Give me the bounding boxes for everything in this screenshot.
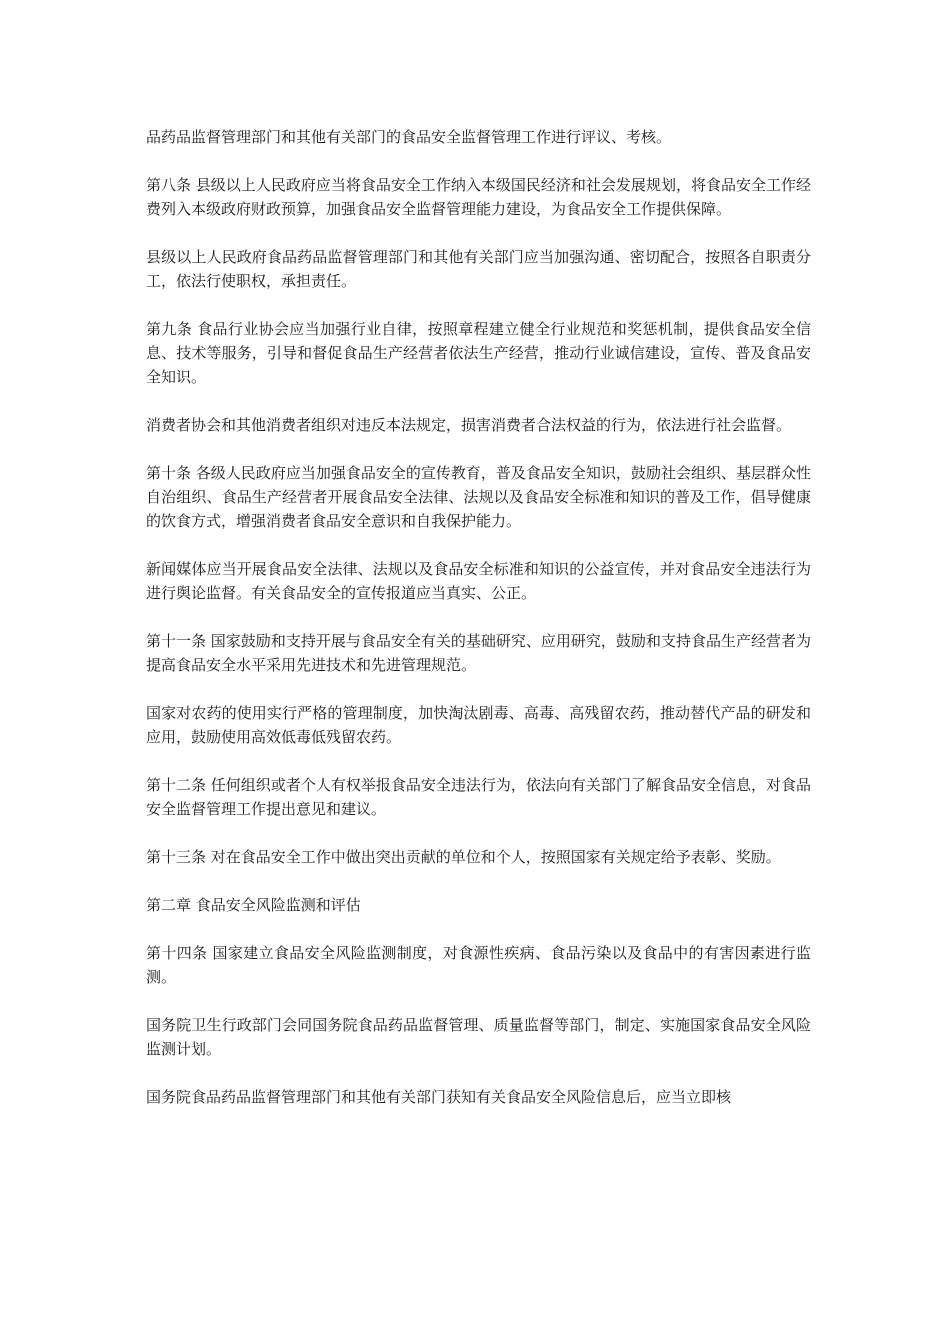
paragraph-article-14: 第十四条 国家建立食品安全风险监测制度，对食源性疾病、食品污染以及食品中的有害因素进行监测。 <box>146 944 811 986</box>
paragraph-article-8: 第八条 县级以上人民政府应当将食品安全工作纳入本级国民经济和社会发展规划，将食品安全工作经费列入本级政府财政预算，加强食品安全监督管理能力建设，为食品安全工作提供保障。 <box>146 176 811 218</box>
paragraph-article-12: 第十二条 任何组织或者个人有权举报食品安全违法行为，依法向有关部门了解食品安全信息，对食品安全监督管理工作提出意见和建议。 <box>146 776 811 818</box>
document-body <box>146 125 811 1133</box>
paragraph-article-13: 第十三条 对在食品安全工作中做出突出贡献的单位和个人，按照国家有关规定给予表彰、奖励。 <box>146 848 781 866</box>
paragraph-article-14-plan: 国务院卫生行政部门会同国务院食品药品监督管理、质量监督等部门，制定、实施国家食品安全风险监测计划。 <box>146 1016 811 1058</box>
paragraph-article-11-pesticides: 国家对农药的使用实行严格的管理制度，加快淘汰剧毒、高毒、高残留农药，推动替代产品的研发和应用，鼓励使用高效低毒低残留农药。 <box>146 704 811 746</box>
paragraph-article-10-media: 新闻媒体应当开展食品安全法律、法规以及食品安全标准和知识的公益宣传，并对食品安全违法行为进行舆论监督。有关食品安全的宣传报道应当真实、公正。 <box>146 560 811 602</box>
paragraph-article-8-coordination: 县级以上人民政府食品药品监督管理部门和其他有关部门应当加强沟通、密切配合，按照各自职责分工，依法行使职权，承担责任。 <box>146 248 811 290</box>
paragraph-evaluation: 品药品监督管理部门和其他有关部门的食品安全监督管理工作进行评议、考核。 <box>146 128 672 146</box>
chapter-heading: 第二章 食品安全风险监测和评估 <box>146 896 361 914</box>
paragraph-article-9: 第九条 食品行业协会应当加强行业自律，按照章程建立健全行业规范和奖惩机制，提供食品安全信息、技术等服务，引导和督促食品生产经营者依法生产经营，推动行业诚信建设，宣传、普及食品安全知识。 <box>146 320 811 386</box>
paragraph-article-11: 第十一条 国家鼓励和支持开展与食品安全有关的基础研究、应用研究，鼓励和支持食品生产经营者为提高食品安全水平采用先进技术和先进管理规范。 <box>146 632 811 674</box>
paragraph-article-10: 第十条 各级人民政府应当加强食品安全的宣传教育，普及食品安全知识，鼓励社会组织、基层群众性自治组织、食品生产经营者开展食品安全法律、法规以及食品安全标准和知识的普及工作，倡导健康的饮食方式，增强消费者食品安全意识和自我保护能力。 <box>146 464 811 530</box>
paragraph-article-14-info: 国务院食品药品监督管理部门和其他有关部门获知有关食品安全风险信息后，应当立即核 <box>146 1088 732 1106</box>
paragraph-article-9-consumers: 消费者协会和其他消费者组织对违反本法规定，损害消费者合法权益的行为，依法进行社会监督。 <box>146 416 792 434</box>
